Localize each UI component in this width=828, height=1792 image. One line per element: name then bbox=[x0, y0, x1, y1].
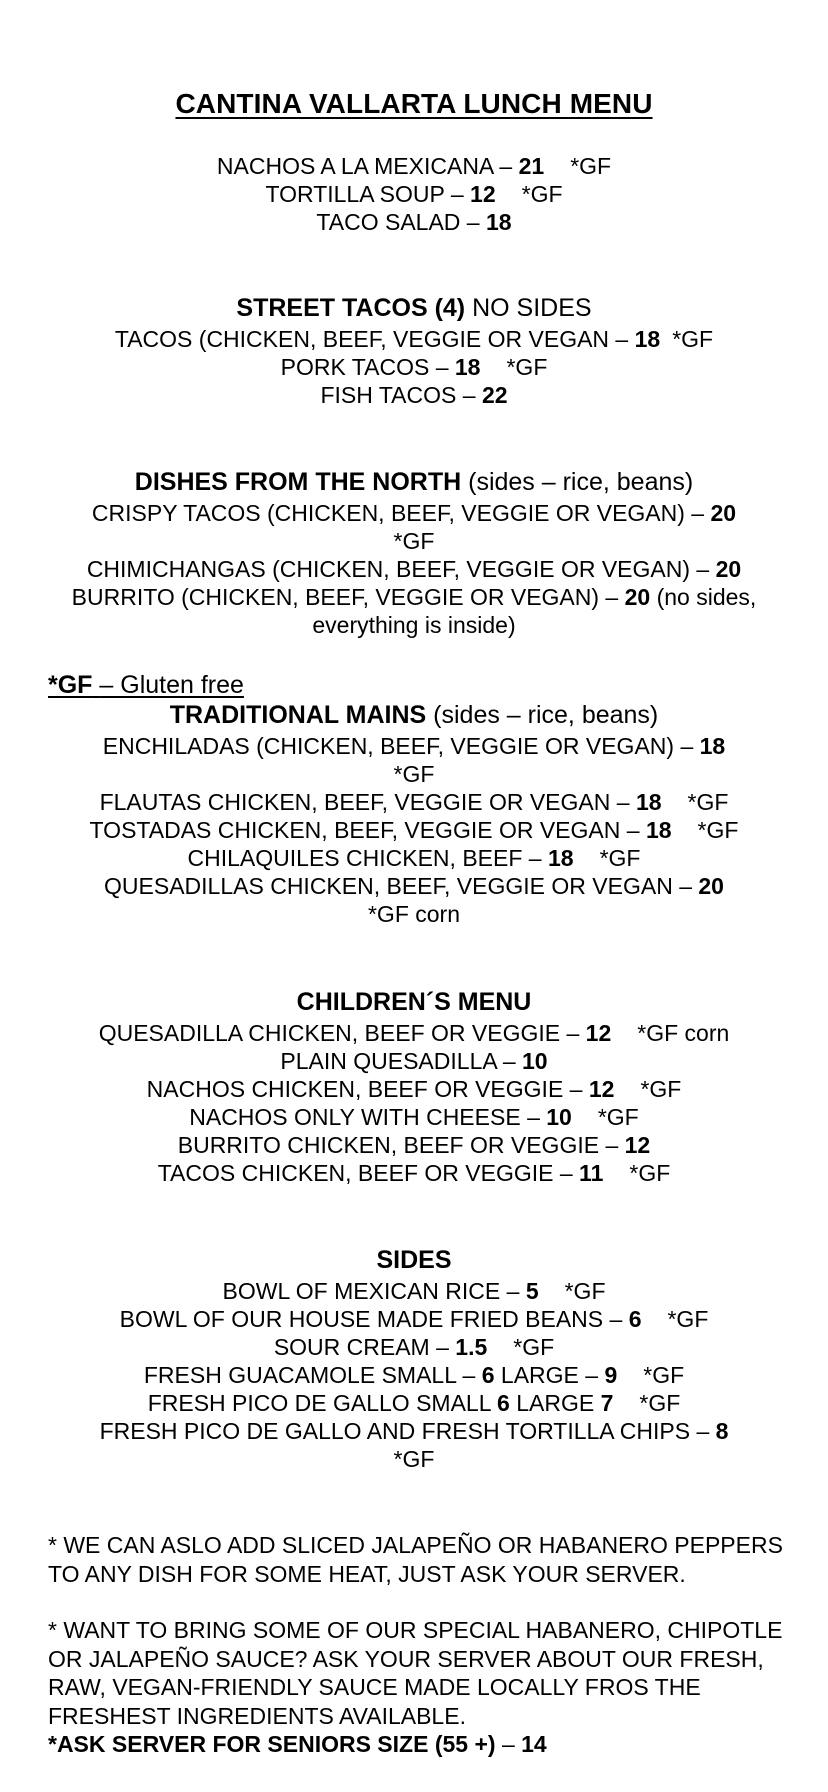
gluten-free-tag: *GF bbox=[640, 1076, 682, 1102]
gluten-free-tag: *GF bbox=[629, 1160, 671, 1186]
item-price-large: 9 bbox=[604, 1362, 618, 1388]
item-price: 6 bbox=[628, 1306, 642, 1332]
gluten-free-symbol: *GF bbox=[48, 671, 93, 699]
item-price: 8 bbox=[715, 1418, 729, 1444]
section-heading-traditional bbox=[0, 700, 828, 730]
gluten-free-tag: *GF bbox=[570, 153, 612, 179]
menu-item-tacos bbox=[0, 325, 828, 353]
item-name: BOWL OF OUR HOUSE MADE FRIED BEANS – bbox=[119, 1306, 623, 1332]
heading-note: NO SIDES bbox=[472, 294, 592, 322]
item-price: 10 bbox=[522, 1048, 548, 1074]
gluten-free-tag: *GF bbox=[643, 1362, 685, 1388]
menu-item-nachos bbox=[0, 152, 828, 180]
heading-text: TRADITIONAL MAINS bbox=[169, 701, 427, 729]
item-price-small: 6 bbox=[481, 1362, 495, 1388]
menu-item-taco-salad bbox=[0, 208, 828, 236]
section-heading-children bbox=[0, 987, 828, 1017]
item-price: 20 bbox=[698, 873, 724, 899]
menu-item-crispy-tacos bbox=[0, 499, 828, 527]
footer-seniors bbox=[48, 1730, 788, 1759]
menu-item-quesadillas bbox=[0, 872, 828, 900]
item-price: 1.5 bbox=[455, 1334, 488, 1360]
item-name: TORTILLA SOUP – bbox=[265, 181, 464, 207]
gluten-free-tag: *GF corn bbox=[367, 901, 461, 927]
kids-item-plain-quesadilla bbox=[0, 1047, 828, 1075]
item-name: CHIMICHANGAS (CHICKEN, BEEF, VEGGIE OR VEGAN) – bbox=[86, 556, 710, 582]
menu-item-burrito-note bbox=[0, 611, 828, 639]
menu-item-chimichangas bbox=[0, 555, 828, 583]
footer-note-peppers: * WE CAN ASLO ADD SLICED JALAPEÑO OR HABANERO PEPPERS TO ANY DISH FOR SOME HEAT, JUST ASK YOUR SERVER. bbox=[48, 1532, 783, 1587]
side-item-guacamole bbox=[0, 1361, 828, 1389]
item-price: 20 bbox=[710, 500, 737, 526]
item-price: 12 bbox=[588, 1076, 615, 1102]
gluten-free-tag: *GF bbox=[599, 845, 641, 871]
gluten-free-tag: *GF bbox=[667, 1306, 709, 1332]
item-name: FLAUTAS CHICKEN, BEEF, VEGGIE OR VEGAN – bbox=[99, 789, 630, 815]
menu-item-quesadillas-gf bbox=[0, 900, 828, 928]
menu-item-tostadas bbox=[0, 816, 828, 844]
menu-title: CANTINA VALLARTA LUNCH MENU bbox=[175, 88, 653, 119]
item-name: NACHOS ONLY WITH CHEESE – bbox=[189, 1104, 540, 1130]
gluten-free-tag: *GF bbox=[393, 761, 435, 787]
item-name-large: LARGE bbox=[516, 1390, 595, 1416]
item-price: 22 bbox=[481, 382, 508, 408]
menu-item-tortilla-soup bbox=[0, 180, 828, 208]
item-price: 21 bbox=[518, 153, 545, 179]
gluten-free-tag: *GF bbox=[393, 1446, 435, 1472]
section-heading-north bbox=[0, 467, 828, 497]
item-name: FISH TACOS – bbox=[320, 382, 476, 408]
gluten-free-tag: *GF corn bbox=[637, 1020, 730, 1046]
heading-note: (sides – rice, beans) bbox=[433, 701, 659, 729]
item-price: 5 bbox=[525, 1278, 539, 1304]
item-name: TACOS CHICKEN, BEEF OR VEGGIE – bbox=[157, 1160, 573, 1186]
item-name: TACO SALAD – bbox=[316, 209, 480, 235]
heading-text: CHILDREN´S MENU bbox=[296, 988, 532, 1016]
item-name: QUESADILLA CHICKEN, BEEF OR VEGGIE – bbox=[98, 1020, 580, 1046]
item-name: FRESH PICO DE GALLO SMALL bbox=[147, 1390, 491, 1416]
gluten-free-tag: *GF bbox=[597, 1104, 639, 1130]
menu-item-enchiladas bbox=[0, 732, 828, 760]
gluten-free-tag: *GF bbox=[564, 1278, 606, 1304]
item-note: (no sides, bbox=[656, 584, 757, 610]
gluten-free-tag: *GF bbox=[506, 354, 548, 380]
seniors-dash: – bbox=[501, 1731, 515, 1757]
item-name: BOWL OF MEXICAN RICE – bbox=[222, 1278, 520, 1304]
item-name: NACHOS A LA MEXICANA – bbox=[216, 153, 513, 179]
gluten-free-tag: *GF bbox=[521, 181, 563, 207]
side-item-rice bbox=[0, 1277, 828, 1305]
gluten-free-tag: *GF bbox=[697, 817, 739, 843]
item-price: 18 bbox=[547, 845, 574, 871]
item-name: FRESH GUACAMOLE SMALL – bbox=[143, 1362, 476, 1388]
menu-item-burrito bbox=[0, 583, 828, 611]
gluten-free-legend bbox=[48, 670, 244, 700]
item-price: 20 bbox=[715, 556, 742, 582]
item-price-small: 6 bbox=[497, 1390, 510, 1416]
item-name: TOSTADAS CHICKEN, BEEF, VEGGIE OR VEGAN – bbox=[89, 817, 640, 843]
item-price: 12 bbox=[470, 181, 496, 207]
gluten-free-tag: *GF bbox=[687, 789, 729, 815]
gluten-free-tag: *GF bbox=[393, 528, 435, 554]
item-price: 18 bbox=[634, 326, 661, 352]
item-name: ENCHILADAS (CHICKEN, BEEF, VEGGIE OR VEGAN) – bbox=[102, 733, 694, 759]
item-price: 10 bbox=[546, 1104, 572, 1130]
side-item-sour-cream bbox=[0, 1333, 828, 1361]
item-price: 18 bbox=[699, 733, 726, 759]
menu-item-enchiladas-gf bbox=[0, 760, 828, 788]
section-heading-sides bbox=[0, 1245, 828, 1275]
side-item-beans bbox=[0, 1305, 828, 1333]
heading-note: (sides – rice, beans) bbox=[468, 468, 694, 496]
menu-item-fish-tacos bbox=[0, 381, 828, 409]
side-item-pico-chips bbox=[0, 1417, 828, 1445]
section-heading-street-tacos bbox=[0, 293, 828, 323]
gluten-free-tag: *GF bbox=[639, 1390, 681, 1416]
side-item-pico-chips-gf bbox=[0, 1445, 828, 1473]
kids-item-nachos bbox=[0, 1075, 828, 1103]
item-name-large: LARGE – bbox=[500, 1362, 599, 1388]
item-name: FRESH PICO DE GALLO AND FRESH TORTILLA CHIPS – bbox=[99, 1418, 710, 1444]
item-price: 18 bbox=[645, 817, 672, 843]
kids-item-tacos bbox=[0, 1159, 828, 1187]
item-name: PLAIN QUESADILLA – bbox=[280, 1048, 516, 1074]
menu-item-flautas bbox=[0, 788, 828, 816]
menu-item-pork-tacos bbox=[0, 353, 828, 381]
menu-item-chilaquiles bbox=[0, 844, 828, 872]
item-price: 18 bbox=[635, 789, 662, 815]
kids-item-nachos-cheese bbox=[0, 1103, 828, 1131]
seniors-text: *ASK SERVER FOR SENIORS SIZE (55 +) bbox=[48, 1731, 496, 1757]
item-name: PORK TACOS – bbox=[280, 354, 449, 380]
item-name: BURRITO CHICKEN, BEEF OR VEGGIE – bbox=[177, 1132, 619, 1158]
kids-item-quesadilla bbox=[0, 1019, 828, 1047]
gluten-free-tag: *GF bbox=[513, 1334, 555, 1360]
item-price: 12 bbox=[585, 1020, 612, 1046]
footer-note-sauce: * WANT TO BRING SOME OF OUR SPECIAL HABANERO, CHIPOTLE OR JALAPEÑO SAUCE? ASK YOUR SERVER ABOUT OUR FRESH, RAW, VEGAN-FRIENDLY SAUCE MADE LOCALLY FROS THE FRESHEST INGREDIENTS AVAILABLE. bbox=[48, 1617, 783, 1729]
item-price: 11 bbox=[579, 1160, 604, 1186]
item-price: 12 bbox=[624, 1132, 651, 1158]
item-name: TACOS (CHICKEN, BEEF, VEGGIE OR VEGAN – bbox=[114, 326, 629, 352]
item-price: 18 bbox=[454, 354, 481, 380]
item-price-large: 7 bbox=[600, 1390, 614, 1416]
gluten-free-text: – Gluten free bbox=[99, 671, 244, 699]
gluten-free-tag: *GF bbox=[672, 326, 714, 352]
item-name: BURRITO (CHICKEN, BEEF, VEGGIE OR VEGAN) – bbox=[71, 584, 619, 610]
item-name: NACHOS CHICKEN, BEEF OR VEGGIE – bbox=[146, 1076, 583, 1102]
heading-text: DISHES FROM THE NORTH bbox=[134, 468, 462, 496]
heading-text: SIDES bbox=[376, 1246, 452, 1274]
item-note: everything is inside) bbox=[312, 612, 516, 638]
item-name: CRISPY TACOS (CHICKEN, BEEF, VEGGIE OR VEGAN) – bbox=[91, 500, 705, 526]
kids-item-burrito bbox=[0, 1131, 828, 1159]
item-price: 18 bbox=[485, 209, 512, 235]
item-name: SOUR CREAM – bbox=[273, 1334, 449, 1360]
heading-text: STREET TACOS (4) bbox=[236, 294, 466, 322]
item-name: CHILAQUILES CHICKEN, BEEF – bbox=[187, 845, 542, 871]
menu-item-crispy-tacos-gf bbox=[0, 527, 828, 555]
item-price: 20 bbox=[624, 584, 651, 610]
side-item-pico bbox=[0, 1389, 828, 1417]
item-name: QUESADILLAS CHICKEN, BEEF, VEGGIE OR VEGAN – bbox=[104, 873, 692, 899]
seniors-price: 14 bbox=[521, 1731, 547, 1757]
